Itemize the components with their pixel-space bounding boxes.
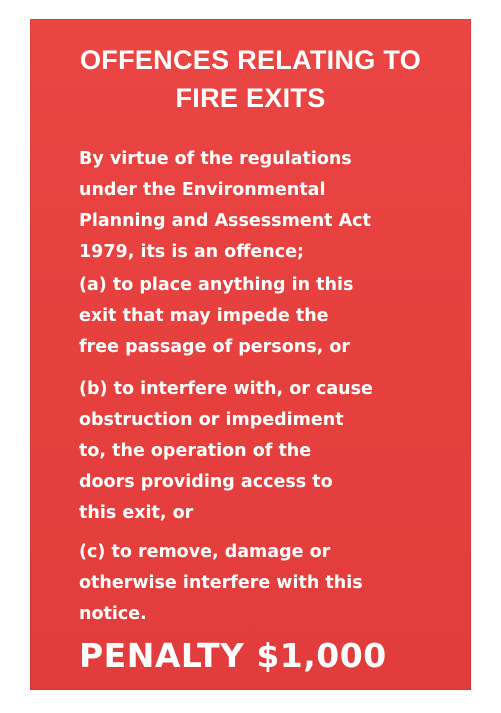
sign-title [30, 41, 471, 117]
sign-intro-line: under the Environmental [79, 180, 326, 200]
sign-intro [79, 144, 371, 268]
sign-title-line: FIRE EXITS [175, 83, 326, 113]
sign-clause-line: to, the operation of the [79, 441, 312, 461]
sign-title-line: OFFENCES RELATING TO [79, 45, 421, 75]
sign-clause-line: doors providing access to [79, 472, 333, 492]
sign-clause-line: (b) to interfere with, or cause [79, 379, 373, 399]
fire-exit-sign [30, 19, 471, 690]
sign-intro-line: Planning and Assessment Act [79, 211, 371, 231]
sign-clause-line: exit that may impede the [79, 306, 329, 326]
sign-clause-c [79, 537, 363, 630]
sign-clause-line: otherwise interfere with this [79, 573, 363, 593]
sign-clause-line: (c) to remove, damage or [79, 542, 331, 562]
sign-clause-line: this exit, or [79, 503, 194, 523]
sign-clause-line: obstruction or impediment [79, 410, 344, 430]
sign-clause-a [79, 270, 353, 363]
sign-clause-b [79, 374, 373, 529]
sign-intro-line: By virtue of the regulations [79, 149, 352, 169]
sign-intro-line: 1979, its is an offence; [79, 242, 304, 262]
sign-penalty: PENALTY $1,000 [79, 636, 387, 675]
sign-clause-line: free passage of persons, or [79, 337, 351, 357]
sign-clause-line: (a) to place anything in this [79, 275, 354, 295]
sign-clause-line: notice. [79, 604, 147, 624]
